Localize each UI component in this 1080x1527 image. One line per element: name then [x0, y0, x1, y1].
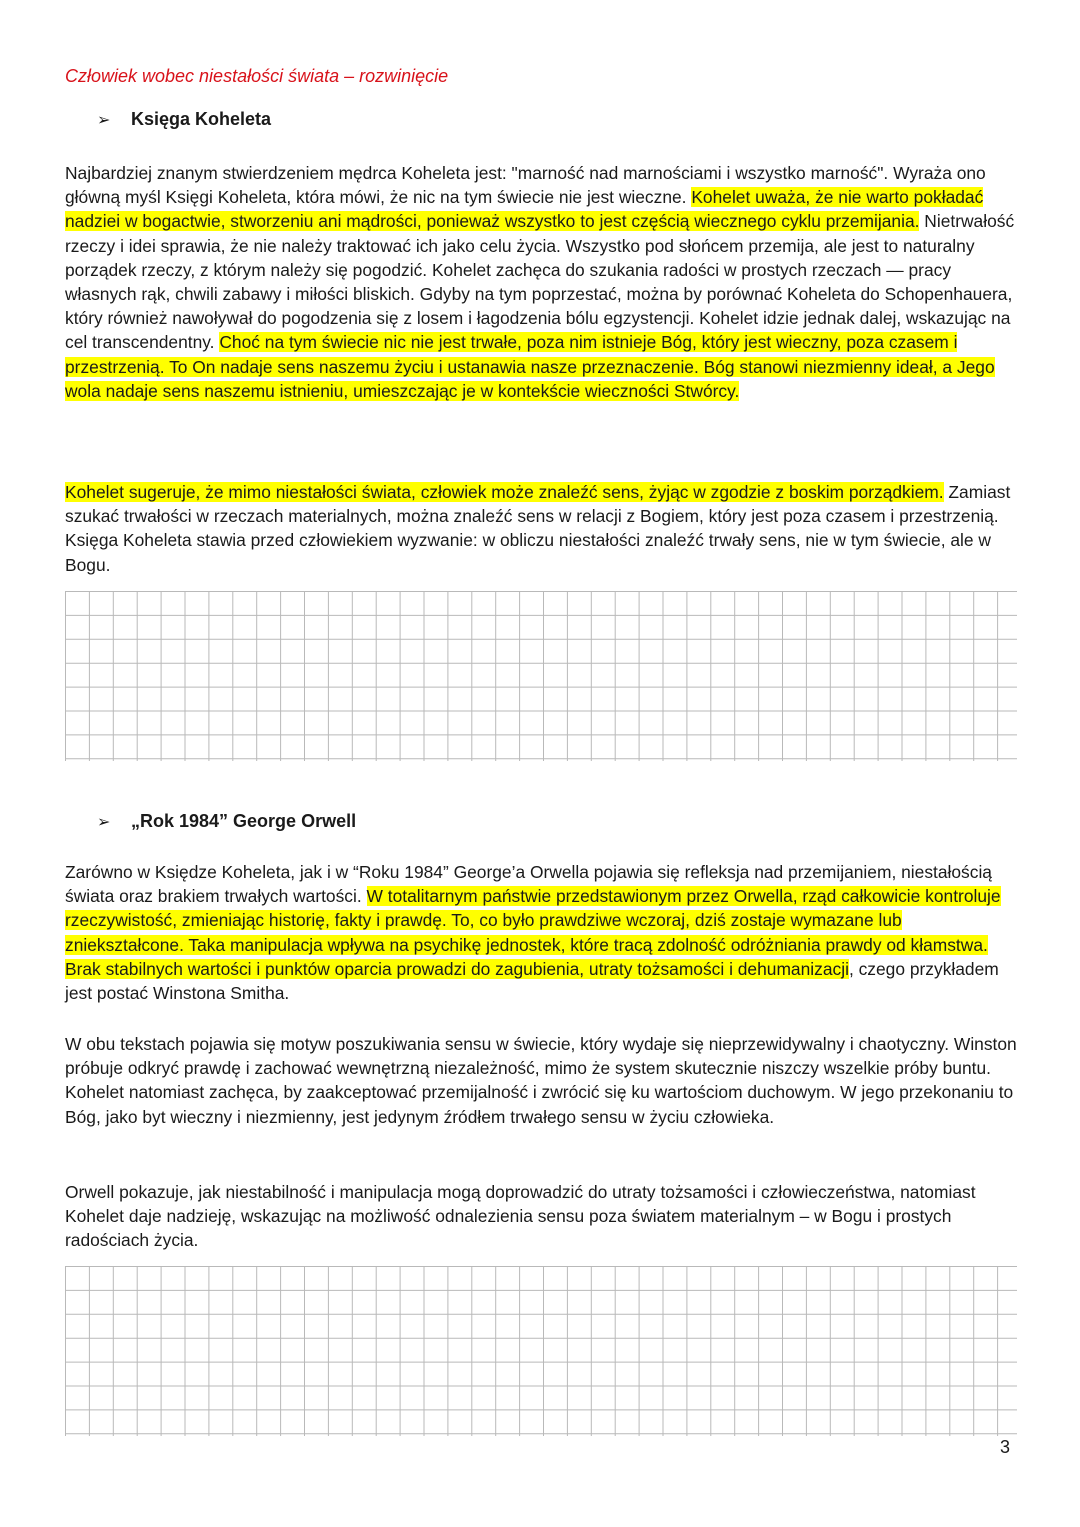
text-run: Nietrwałość rzeczy i idei sprawia, że nie należy traktować ich jako celu życia. Wszystko pod słońcem przemija, ale jest to naturalny porządek rzeczy, z którym należy się pogodzić. Kohelet zachęca do szukania radości w prostych rzeczach — pracy własnych rąk, chwili zabawy i miłości bliskich. Gdyby na tym poprzestać, można by porównać Koheleta do Schopenhauera, który również nawoływał do pogodzenia się z losem i łagodzenia bólu egzystencji. Kohelet idzie jednak dalej, wskazując na cel transcendentny.: [65, 211, 1015, 353]
text-run: Zarówno w Księdze Koheleta, jak i w “Roku 1984” George’a Orwella pojawia się refleksja nad przemijaniem, niestałością świata oraz brakiem trwałych wartości.: [65, 862, 992, 907]
notes-grid: [65, 591, 1017, 761]
text-run: , czego przykładem jest postać Winstona Smitha.: [65, 958, 999, 1004]
text-run: Najbardziej znanym stwierdzeniem mędrca Koheleta jest: "marność nad marnościami i wszystko marność". Wyraża ono główną myśl Księgi Koheleta, która mówi, że nic na tym świecie nie jest wieczne.: [65, 163, 986, 208]
page-number: 3: [1000, 1437, 1011, 1457]
paragraph: W obu tekstach pojawia się motyw poszukiwania sensu w świecie, który wydaje się nieprzewidywalny i chaotyczny. Winston próbuje odkryć prawdę i zachować wewnętrzną niezależność, mimo że system skutecznie niszczy wszelkie próby buntu. Kohelet natomiast zachęca, by zaakceptować przemijalność i zwrócić się ku wartościom duchowym. W jego przekonaniu to Bóg, jako byt wieczny i niezmienny, jest jedynym źródłem trwałego sensu w życiu człowieka.: [65, 1034, 1017, 1127]
section-heading-orwell: [97, 811, 356, 832]
highlighted-text: Choć na tym świecie nic nie jest trwałe, poza nim istnieje Bóg, który jest wieczny, poza czasem i przestrzenią. To On nadaje sens naszemu życiu i ustanawia nasze przeznaczenie. Bóg stanowi niezmienny ideał, a Jego wola nadaje sens naszemu istnieniu, umieszczając je w kontekście wieczności Stwórcy.: [65, 332, 995, 401]
section-heading-koheleta: [97, 109, 271, 130]
paragraph: [65, 860, 1025, 1005]
arrow-bullet-icon: ➢: [97, 111, 111, 129]
notes-grid: [65, 1266, 1017, 1436]
page-title: Człowiek wobec niestałości świata – rozwinięcie: [65, 66, 449, 86]
paragraph: [65, 161, 1025, 403]
arrow-bullet-icon: ➢: [97, 813, 111, 831]
section-heading-label: Księga Koheleta: [131, 109, 272, 129]
paragraph: Orwell pokazuje, jak niestabilność i manipulacja mogą doprowadzić do utraty tożsamości i człowieczeństwa, natomiast Kohelet daje nadzieję, wskazując na możliwość odnalezienia sensu poza światem materialnym – w Bogu i prostych radościach życia.: [65, 1182, 976, 1251]
highlighted-text: Kohelet uważa, że nie warto pokładać nadziei w bogactwie, stworzeniu ani mądrości, ponieważ wszystko to jest częścią wiecznego cyklu przemijania.: [65, 187, 984, 232]
text-run: Zamiast szukać trwałości w rzeczach materialnych, można znaleźć sens w relacji z Bogiem, który jest poza czasem i przestrzenią. Księga Koheleta stawia przed człowiekiem wyzwanie: w obliczu niestałości znaleźć trwały sens, nie w tym świecie, ale w Bogu.: [65, 482, 1011, 575]
paragraph: [65, 480, 1025, 577]
section-heading-label: „Rok 1984” George Orwell: [131, 811, 357, 831]
highlighted-text: Kohelet sugeruje, że mimo niestałości świata, człowiek może znaleźć sens, żyjąc w zgodzie z boskim porządkiem.: [65, 482, 944, 502]
highlighted-text: W totalitarnym państwie przedstawionym przez Orwella, rząd całkowicie kontroluje rzeczywistość, zmieniając historię, fakty i prawdę. To, co było prawdziwe wczoraj, dziś zostaje wymazane lub zniekształcone. Taka manipulacja wpływa na psychikę jednostek, które tracą zdolność odróżniania prawdy od kłamstwa. Brak stabilnych wartości i punktów oparcia prowadzi do zagubienia, utraty tożsamości i dehumanizacji: [65, 886, 1001, 979]
